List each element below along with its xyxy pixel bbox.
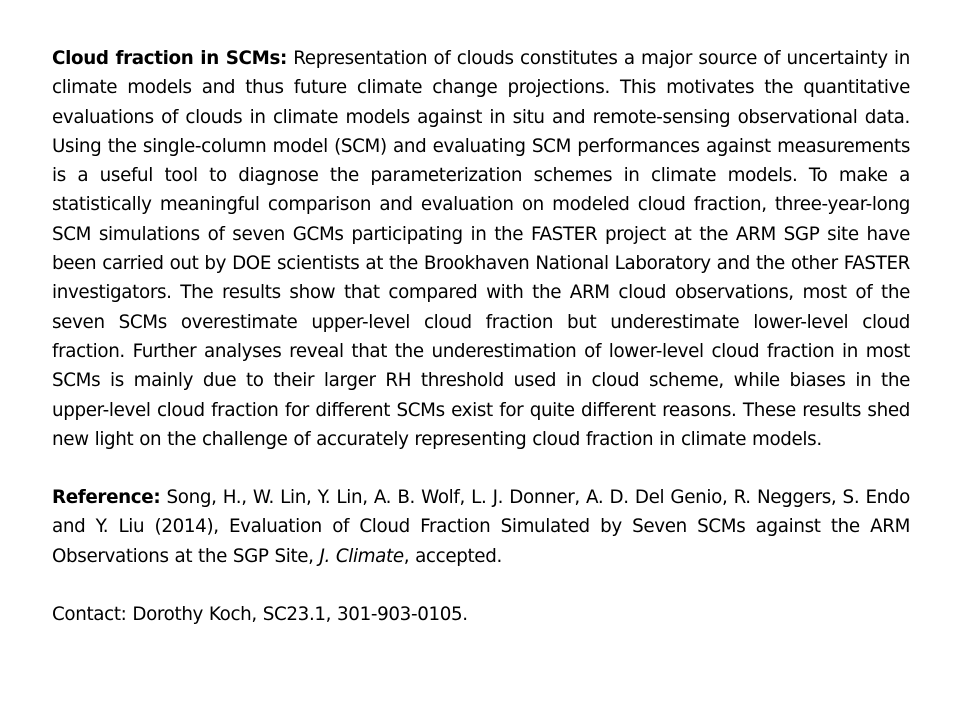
summary-text: Representation of clouds constitutes a major source of uncertainty in climate models and thus future climate change projections. This motivates the quantitative evaluations of clouds in climate models against in situ and remote-sensing observational data. Using the single-column model (SCM) and evaluating SCM performances against measurements is a useful tool to diagnose the parameterization schemes in climate models. To make a statistically meaningful comparison and evaluation on modeled cloud fraction, three-year-long SCM simulations of seven GCMs participating in the FASTER project at the ARM SGP site have been carried out by DOE scientists at the Brookhaven National Laboratory and the other FASTER investigators. The results show that compared with the ARM cloud observations, most of the seven SCMs overestimate upper-level cloud fraction but underestimate lower-level cloud fraction. Further analyses reveal that the underestimation of lower-level cloud fraction in most SCMs is mainly due to their larger RH threshold used in cloud scheme, while biases in the upper-level cloud fraction for different SCMs exist for quite different reasons. These results shed new light on the challenge of accurately representing cloud fraction in climate models.: [52, 48, 910, 450]
reference-paragraph: [52, 483, 910, 571]
reference-text: Song, H., W. Lin, Y. Lin, A. B. Wolf, L. J. Donner, A. D. Del Genio, R. Neggers, S. Endo and Y. Liu (2014), Evaluation of Cloud Fraction Simulated by Seven SCMs against the ARM Observations at the SGP Site,: [52, 487, 910, 567]
reference-heading: Reference:: [52, 487, 161, 509]
paragraph-gap: [52, 571, 910, 600]
contact-line: Contact: Dorothy Koch, SC23.1, 301-903-0105.: [52, 604, 468, 626]
slide-body: [52, 44, 910, 629]
summary-heading: Cloud fraction in SCMs:: [52, 48, 287, 69]
summary-paragraph: [52, 44, 910, 454]
paragraph-gap: [52, 454, 910, 483]
reference-journal: J. Climate: [319, 545, 404, 567]
reference-status: , accepted.: [403, 545, 502, 567]
